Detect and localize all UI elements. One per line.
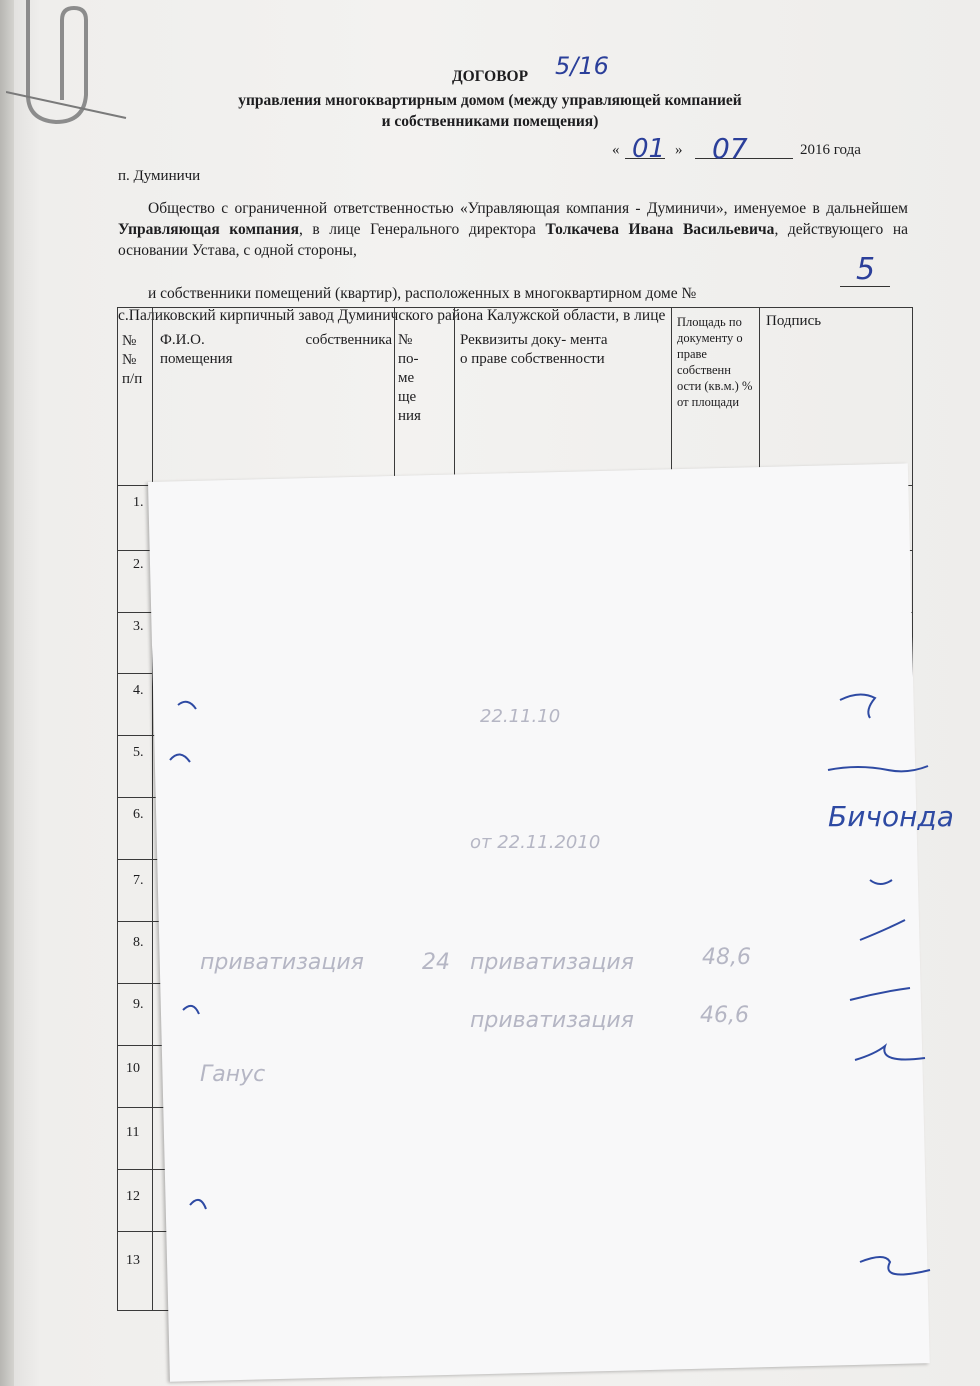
date-close-quote: » <box>675 142 683 158</box>
table-col-divider <box>152 307 153 1311</box>
ghost-doc-row5: 22.11.10 <box>480 706 561 727</box>
row-number-5: 5. <box>133 745 144 760</box>
title-text: ДОГОВОР <box>451 68 529 85</box>
ghost-doc-row9: приватизация <box>470 1008 634 1033</box>
ghost-area-row9: 46,6 <box>700 1003 749 1028</box>
header-owner-name-b: собственника <box>305 332 392 348</box>
document-title <box>0 68 980 86</box>
header-owner-name-c: помещения <box>160 351 233 367</box>
p1-bold-director: Толкачева Ивана Васильевича <box>545 221 775 238</box>
row-number-1: 1. <box>133 495 144 510</box>
row-number-3: 3. <box>133 619 144 634</box>
row-number-13: 13 <box>126 1253 140 1268</box>
row-number-9: 9. <box>133 997 144 1012</box>
header-room-number: № по- ме ще ния <box>398 332 421 424</box>
row-number-12: 12 <box>126 1189 140 1204</box>
paragraph-owners-line2: с.Паликовский кирпичный завод Думиничского района Калужской области, в лице <box>118 307 666 324</box>
row-number-6: 6. <box>133 807 144 822</box>
row-number-2: 2. <box>133 557 144 572</box>
row-number-10: 10 <box>126 1061 140 1076</box>
ghost-doc-row6: от 22.11.2010 <box>470 832 601 853</box>
header-ownership-document: Реквизиты доку- мента о праве собственности <box>460 332 608 367</box>
p1-text-b: , в лице Генерального директора <box>298 221 546 238</box>
row-number-8: 8. <box>133 935 144 950</box>
paragraph-parties <box>118 198 908 261</box>
overlapping-sheet <box>148 463 930 1381</box>
ghost-area-row8: 48,6 <box>702 945 751 970</box>
paper-stack-edge <box>0 0 14 1386</box>
date-month-handwritten: 07 <box>712 132 748 165</box>
header-owner-name-a: Ф.И.О. <box>160 332 205 348</box>
row-number-11: 11 <box>126 1125 140 1140</box>
p1-text-c: , действующего на основании Устава, с одной стороны, <box>118 221 909 259</box>
document-subtitle-line1: управления многоквартирным домом (между управляющей компанией <box>238 92 742 109</box>
ghost-name-row8: приватизация <box>200 950 364 975</box>
place-of-signing: п. Думиничи <box>118 168 201 184</box>
p1-bold-company: Управляющая компания <box>118 221 299 238</box>
ghost-room-row8: 24 <box>422 950 450 975</box>
header-row-number: № № п/п <box>122 333 143 387</box>
ghost-doc-row8: приватизация <box>470 950 634 975</box>
date-open-quote: « <box>612 142 620 158</box>
header-area: Площадь по документу о праве собственн ости (кв.м.) % от площади <box>677 315 753 409</box>
date-year: 2016 года <box>800 142 861 158</box>
row-number-4: 4. <box>133 683 144 698</box>
row-number-7: 7. <box>133 873 144 888</box>
ghost-name-row10: Ганус <box>200 1062 266 1087</box>
signature-row6: Бичонда <box>828 800 954 833</box>
date-day-handwritten: 01 <box>632 134 666 164</box>
p1-text-a: Общество с ограниченной ответственностью «Управляющая компания - Думиничи», именуемое в дальнейшем <box>148 200 908 217</box>
contract-number-handwritten: 5/16 <box>555 52 609 80</box>
header-signature: Подпись <box>766 313 822 329</box>
paragraph-owners-line1: и собственники помещений (квартир), расположенных в многоквартирном доме № <box>148 285 697 302</box>
document-subtitle-line2: и собственниками помещения) <box>381 113 599 130</box>
house-number-handwritten: 5 <box>856 252 876 287</box>
